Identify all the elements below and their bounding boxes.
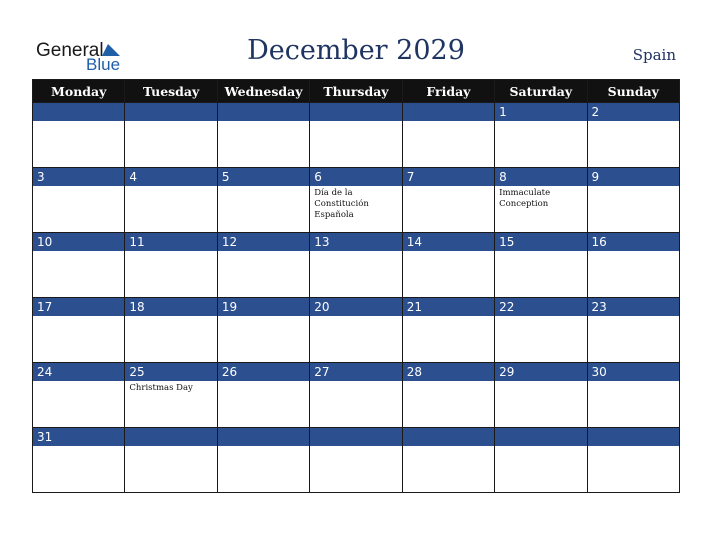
page-title: December 2029	[247, 35, 465, 66]
holiday-label: Immaculate Conception	[499, 188, 551, 209]
logo-text-general: General	[36, 40, 104, 61]
day-cell	[587, 233, 679, 298]
day-number	[218, 103, 309, 121]
day-number: 29	[495, 363, 586, 381]
day-cell	[310, 428, 402, 493]
day-number	[33, 103, 124, 121]
holiday-label	[218, 121, 309, 123]
holiday-label	[218, 251, 309, 253]
holiday-label: Día de la Constitución Española	[314, 188, 369, 220]
day-cell	[495, 298, 587, 363]
day-cell	[125, 168, 217, 233]
day-cell	[125, 363, 217, 428]
holiday-label	[588, 186, 679, 188]
day-cell	[217, 103, 309, 168]
holiday-label	[125, 251, 216, 253]
holiday-label	[588, 121, 679, 123]
week-row	[33, 298, 680, 363]
holiday-label: Christmas Day	[129, 383, 193, 393]
day-cell	[587, 428, 679, 493]
calendar-grid	[32, 79, 680, 493]
holiday-label	[218, 381, 309, 383]
day-number: 31	[33, 428, 124, 446]
day-number: 5	[218, 168, 309, 186]
holiday-label	[310, 316, 401, 318]
holiday-label	[33, 316, 124, 318]
day-number: 17	[33, 298, 124, 316]
weekday-header: Monday	[33, 80, 125, 103]
week-row	[33, 233, 680, 298]
holiday-label	[125, 316, 216, 318]
holiday-label	[125, 186, 216, 188]
logo-text-blue: Blue	[86, 55, 121, 74]
day-number: 18	[125, 298, 216, 316]
holiday-label	[33, 186, 124, 188]
day-cell	[402, 233, 494, 298]
day-cell	[310, 233, 402, 298]
day-number: 25	[125, 363, 216, 381]
day-cell	[33, 103, 125, 168]
weekday-header: Tuesday	[125, 80, 217, 103]
week-row	[33, 103, 680, 168]
day-number: 28	[403, 363, 494, 381]
holiday-label	[218, 186, 309, 188]
day-cell	[125, 103, 217, 168]
day-number: 15	[495, 233, 586, 251]
day-cell	[217, 168, 309, 233]
day-cell	[310, 363, 402, 428]
day-cell	[217, 428, 309, 493]
day-cell	[33, 298, 125, 363]
weekday-header: Thursday	[310, 80, 402, 103]
day-cell	[217, 363, 309, 428]
day-cell	[495, 363, 587, 428]
day-cell	[33, 168, 125, 233]
holiday-label	[403, 381, 494, 383]
holiday-label	[218, 446, 309, 448]
week-row	[33, 428, 680, 493]
weekday-header: Saturday	[495, 80, 587, 103]
day-cell	[402, 363, 494, 428]
holiday-label	[33, 381, 124, 383]
day-number: 11	[125, 233, 216, 251]
holiday-label	[218, 316, 309, 318]
day-cell	[310, 298, 402, 363]
holiday-label	[495, 446, 586, 448]
day-cell	[587, 168, 679, 233]
day-number: 13	[310, 233, 401, 251]
day-cell	[495, 428, 587, 493]
week-row	[33, 363, 680, 428]
day-number: 4	[125, 168, 216, 186]
holiday-label	[403, 446, 494, 448]
day-cell	[33, 233, 125, 298]
day-number: 26	[218, 363, 309, 381]
holiday-label	[495, 121, 586, 123]
holiday-label	[588, 251, 679, 253]
day-number: 8	[495, 168, 586, 186]
holiday-label	[33, 446, 124, 448]
day-number: 21	[403, 298, 494, 316]
day-cell	[402, 298, 494, 363]
day-number	[403, 428, 494, 446]
day-cell	[33, 363, 125, 428]
day-cell	[310, 168, 402, 233]
holiday-label	[495, 381, 586, 383]
day-cell	[587, 298, 679, 363]
day-number	[403, 103, 494, 121]
holiday-label	[403, 186, 494, 188]
holiday-label	[495, 251, 586, 253]
holiday-label	[588, 381, 679, 383]
day-number: 7	[403, 168, 494, 186]
day-number: 2	[588, 103, 679, 121]
day-number	[218, 428, 309, 446]
weekday-header: Friday	[402, 80, 494, 103]
day-number: 27	[310, 363, 401, 381]
day-cell	[587, 103, 679, 168]
holiday-label	[310, 121, 401, 123]
day-cell	[495, 168, 587, 233]
day-cell	[125, 298, 217, 363]
holiday-label	[403, 316, 494, 318]
weekday-header: Wednesday	[217, 80, 309, 103]
day-number: 24	[33, 363, 124, 381]
day-number: 23	[588, 298, 679, 316]
day-number: 9	[588, 168, 679, 186]
day-number: 19	[218, 298, 309, 316]
day-cell	[125, 233, 217, 298]
day-number: 10	[33, 233, 124, 251]
weekday-header-row	[33, 80, 680, 103]
day-number: 6	[310, 168, 401, 186]
day-number: 1	[495, 103, 586, 121]
country-label: Spain	[632, 46, 676, 64]
day-number: 3	[33, 168, 124, 186]
day-cell	[125, 428, 217, 493]
calendar-body	[33, 103, 680, 493]
holiday-label	[403, 121, 494, 123]
day-cell	[402, 168, 494, 233]
day-cell	[33, 428, 125, 493]
day-cell	[402, 428, 494, 493]
holiday-label	[588, 316, 679, 318]
holiday-label	[310, 446, 401, 448]
day-number	[125, 428, 216, 446]
day-cell	[495, 103, 587, 168]
day-number: 22	[495, 298, 586, 316]
holiday-label	[125, 121, 216, 123]
day-number	[310, 428, 401, 446]
day-number: 20	[310, 298, 401, 316]
day-number: 14	[403, 233, 494, 251]
holiday-label	[588, 446, 679, 448]
week-row	[33, 168, 680, 233]
holiday-label	[310, 251, 401, 253]
holiday-label	[310, 381, 401, 383]
day-number	[588, 428, 679, 446]
day-cell	[495, 233, 587, 298]
weekday-header: Sunday	[587, 80, 679, 103]
day-cell	[310, 103, 402, 168]
day-cell	[217, 298, 309, 363]
holiday-label	[403, 251, 494, 253]
holiday-label	[495, 316, 586, 318]
day-number	[495, 428, 586, 446]
day-number	[310, 103, 401, 121]
day-number: 16	[588, 233, 679, 251]
holiday-label	[33, 251, 124, 253]
day-cell	[402, 103, 494, 168]
day-number: 12	[218, 233, 309, 251]
day-cell	[587, 363, 679, 428]
holiday-label	[125, 446, 216, 448]
day-cell	[217, 233, 309, 298]
day-number	[125, 103, 216, 121]
holiday-label	[33, 121, 124, 123]
day-number: 30	[588, 363, 679, 381]
